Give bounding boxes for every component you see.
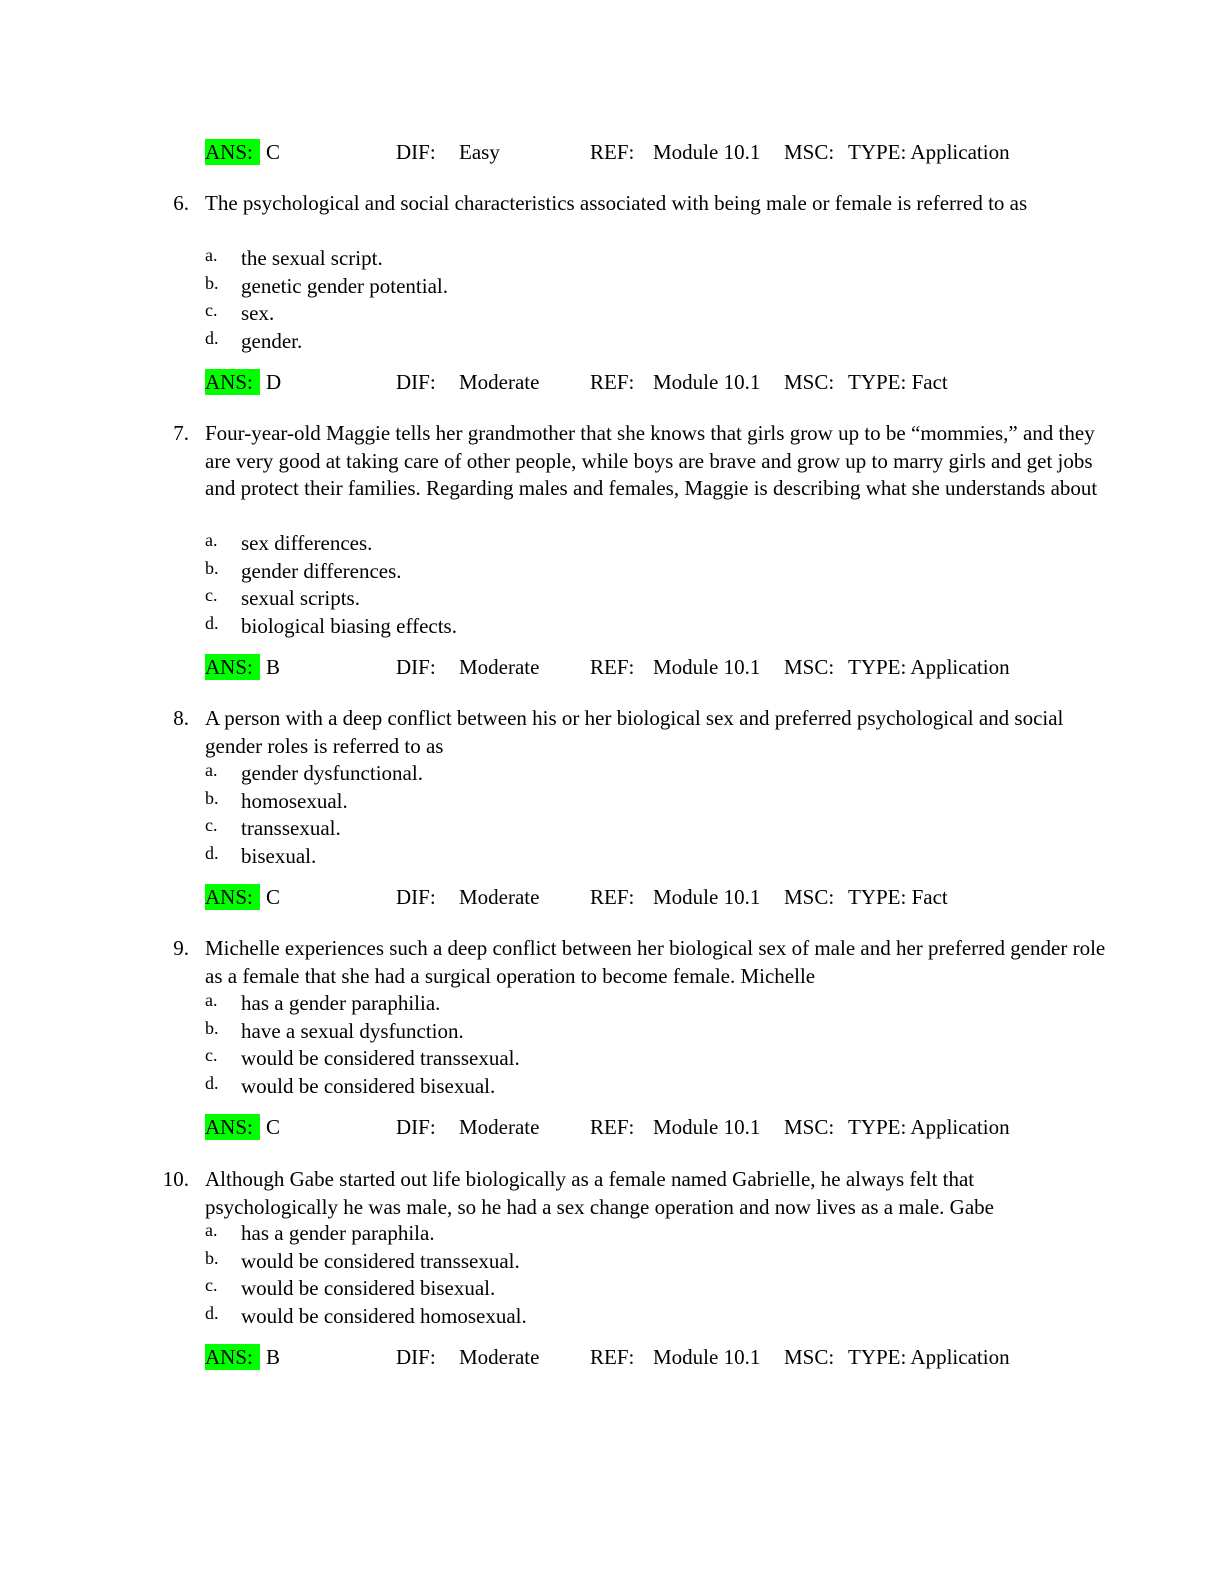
answer-label: ANS: <box>205 654 260 680</box>
question-text: Four-year-old Maggie tells her grandmother that she knows that girls grow up to be “mommies,” and they are very good at taking care of other people, while boys are brave and grow up to marry girls and get jobs and protect their families. Regarding males and females, Maggie is describing what she understands about <box>205 421 1098 500</box>
option-letter: c. <box>205 815 218 835</box>
answer-label: ANS: <box>205 369 260 395</box>
reference-value: Module 10.1 <box>653 1115 761 1139</box>
question-number: 8. <box>173 706 189 730</box>
difficulty-value: Easy <box>459 140 500 164</box>
answer-value: C <box>266 885 281 909</box>
answer-label: ANS: <box>205 1344 260 1370</box>
option-c <box>205 1275 1085 1303</box>
option-text: gender dysfunctional. <box>241 761 423 785</box>
difficulty-label: DIF: <box>396 370 436 394</box>
option-b <box>205 273 1085 301</box>
difficulty-value: Moderate <box>459 885 540 909</box>
question-number: 10. <box>162 1167 189 1191</box>
option-text: would be considered transsexual. <box>241 1046 520 1070</box>
answer-label: ANS: <box>205 1114 260 1140</box>
option-letter: d. <box>205 1072 219 1093</box>
reference-label: REF: <box>590 1115 635 1139</box>
option-letter: c. <box>205 300 218 320</box>
option-text: would be considered homosexual. <box>241 1303 527 1328</box>
answer-value: B <box>266 1345 281 1369</box>
option-letter: d. <box>205 327 219 348</box>
reference-label: REF: <box>590 370 635 394</box>
msc-value: TYPE: Fact <box>848 885 948 909</box>
reference-label: REF: <box>590 655 635 679</box>
difficulty-label: DIF: <box>396 885 436 909</box>
option-b <box>205 788 1085 816</box>
option-b <box>205 1018 1085 1046</box>
answer-label: ANS: <box>205 139 260 165</box>
option-letter: b. <box>205 557 219 578</box>
msc-label: MSC: <box>784 655 835 679</box>
option-list <box>205 1220 1085 1330</box>
option-c <box>205 300 1085 328</box>
question-number: 9. <box>173 936 189 960</box>
msc-value: TYPE: Application <box>848 1345 1010 1369</box>
option-a <box>205 990 1085 1018</box>
reference-label: REF: <box>590 885 635 909</box>
option-text: bisexual. <box>241 843 317 868</box>
option-text: have a sexual dysfunction. <box>241 1018 464 1043</box>
option-letter: b. <box>205 1017 219 1038</box>
option-b <box>205 1248 1085 1276</box>
difficulty-value: Moderate <box>459 370 540 394</box>
difficulty-label: DIF: <box>396 655 436 679</box>
reference-value: Module 10.1 <box>653 1345 761 1369</box>
option-text: would be considered bisexual. <box>241 1276 496 1300</box>
option-letter: d. <box>205 612 219 633</box>
msc-label: MSC: <box>784 1115 835 1139</box>
option-b <box>205 558 1085 586</box>
msc-value: TYPE: Application <box>848 1115 1010 1139</box>
option-d <box>205 613 1085 641</box>
option-text: transsexual. <box>241 816 341 840</box>
option-letter: a. <box>205 1220 218 1240</box>
msc-label: MSC: <box>784 370 835 394</box>
option-d <box>205 328 1085 356</box>
option-text: homosexual. <box>241 788 348 813</box>
answer-value: C <box>266 140 281 164</box>
answer-value: C <box>266 1115 281 1139</box>
option-a <box>205 530 1085 558</box>
option-list <box>205 245 1085 355</box>
reference-value: Module 10.1 <box>653 885 761 909</box>
option-letter: c. <box>205 1045 218 1065</box>
option-d <box>205 1303 1085 1331</box>
option-letter: a. <box>205 990 218 1010</box>
reference-value: Module 10.1 <box>653 370 761 394</box>
question-text: The psychological and social characteristics associated with being male or female is referred to as <box>205 191 1028 215</box>
option-text: sexual scripts. <box>241 586 360 610</box>
option-a <box>205 1220 1085 1248</box>
option-text: has a gender paraphila. <box>241 1221 435 1245</box>
option-list <box>205 760 1085 870</box>
msc-value: TYPE: Fact <box>848 370 948 394</box>
option-letter: b. <box>205 1247 219 1268</box>
option-text: gender. <box>241 328 303 353</box>
option-letter: b. <box>205 272 219 293</box>
question-number: 7. <box>173 421 189 445</box>
msc-label: MSC: <box>784 885 835 909</box>
option-letter: a. <box>205 530 218 550</box>
reference-label: REF: <box>590 140 635 164</box>
difficulty-label: DIF: <box>396 140 436 164</box>
option-d <box>205 843 1085 871</box>
option-text: has a gender paraphilia. <box>241 991 441 1015</box>
difficulty-label: DIF: <box>396 1345 436 1369</box>
question-text: Although Gabe started out life biologically as a female named Gabrielle, he always felt that psychologically he was male, so he had a sex change operation and now lives as a male. Gabe <box>205 1167 994 1219</box>
option-letter: a. <box>205 245 218 265</box>
difficulty-value: Moderate <box>459 655 540 679</box>
option-text: the sexual script. <box>241 246 383 270</box>
difficulty-value: Moderate <box>459 1115 540 1139</box>
answer-value: D <box>266 370 282 394</box>
difficulty-value: Moderate <box>459 1345 540 1369</box>
option-text: sex. <box>241 301 275 325</box>
msc-label: MSC: <box>784 1345 835 1369</box>
option-letter: c. <box>205 585 218 605</box>
option-letter: a. <box>205 760 218 780</box>
option-c <box>205 815 1085 843</box>
option-text: genetic gender potential. <box>241 273 448 298</box>
option-text: biological biasing effects. <box>241 613 457 638</box>
msc-value: TYPE: Application <box>848 140 1010 164</box>
option-d <box>205 1073 1085 1101</box>
option-a <box>205 760 1085 788</box>
option-letter: d. <box>205 1302 219 1323</box>
option-c <box>205 1045 1085 1073</box>
msc-label: MSC: <box>784 140 835 164</box>
reference-value: Module 10.1 <box>653 655 761 679</box>
question-number: 6. <box>173 191 189 215</box>
option-c <box>205 585 1085 613</box>
option-text: gender differences. <box>241 558 402 583</box>
reference-label: REF: <box>590 1345 635 1369</box>
question-text: A person with a deep conflict between his or her biological sex and preferred psychological and social gender roles is referred to as <box>205 706 1064 758</box>
option-letter: b. <box>205 787 219 808</box>
option-text: would be considered transsexual. <box>241 1248 520 1273</box>
option-list <box>205 530 1085 640</box>
msc-value: TYPE: Application <box>848 655 1010 679</box>
reference-value: Module 10.1 <box>653 140 761 164</box>
answer-label: ANS: <box>205 884 260 910</box>
question-text: Michelle experiences such a deep conflict between her biological sex of male and her preferred gender role as a female that she had a surgical operation to become female. Michelle <box>205 936 1106 988</box>
option-text: sex differences. <box>241 531 373 555</box>
difficulty-label: DIF: <box>396 1115 436 1139</box>
answer-value: B <box>266 655 281 679</box>
option-a <box>205 245 1085 273</box>
option-list <box>205 990 1085 1100</box>
option-letter: c. <box>205 1275 218 1295</box>
option-letter: d. <box>205 842 219 863</box>
option-text: would be considered bisexual. <box>241 1073 496 1098</box>
